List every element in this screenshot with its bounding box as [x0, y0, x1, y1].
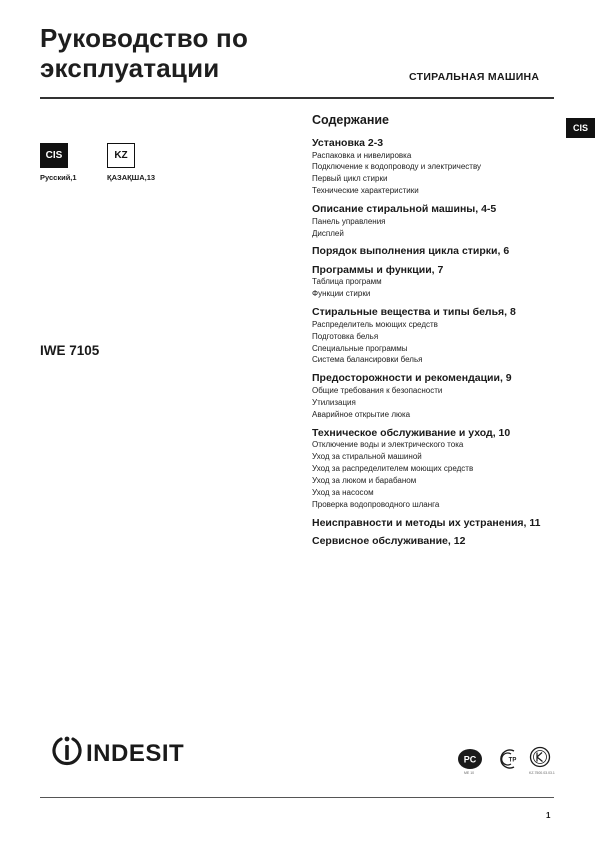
toc-section [312, 535, 562, 548]
toc-subitem: Таблица программ [312, 277, 382, 287]
side-tab-cis: CIS [566, 118, 595, 138]
toc-subitem: Технические характеристики [312, 186, 419, 196]
kz-conformity-caption: KZ.7500.03.03.1 [529, 771, 555, 775]
document-type: СТИРАЛЬНАЯ МАШИНА [409, 71, 540, 83]
toc-section [312, 517, 562, 530]
toc-subitem: Отключение воды и электрического тока [312, 440, 464, 450]
toc-subitem: Панель управления [312, 216, 386, 226]
toc-section [312, 245, 562, 258]
toc-subitem: Уход за люком и барабаном [312, 475, 417, 485]
eac-tr-mark-icon [497, 748, 521, 770]
document-title-line-1: Руководство по [40, 23, 249, 53]
model-number: IWE 7105 [40, 343, 100, 358]
language-code-cis: CIS [40, 143, 68, 168]
toc-subitem: Функции стирки [312, 289, 371, 299]
toc-subitem: Уход за распределителем моющих средств [312, 463, 474, 473]
toc-subitem: Специальные программы [312, 343, 408, 353]
toc-subitem: Подготовка белья [312, 331, 379, 341]
toc-title: Содержание [312, 113, 390, 127]
brand-name: INDESIT [86, 740, 185, 767]
toc-heading: Программы и функции, 7 [312, 263, 444, 276]
toc-subitem: Система балансировки белья [312, 355, 423, 365]
toc-heading: Установка 2-3 [312, 137, 384, 149]
footer-divider [40, 797, 554, 798]
toc-section [312, 372, 562, 420]
toc-subitem: Проверка водопроводного шланга [312, 499, 440, 509]
rostest-mark [457, 748, 483, 775]
toc-heading: Предосторожности и рекомендации, 9 [312, 372, 512, 385]
page-number: 1 [546, 811, 551, 820]
language-label-russian: Русский,1 [40, 173, 77, 182]
language-code-kz: KZ [107, 143, 135, 168]
toc-subitem: Первый цикл стирки [312, 174, 388, 184]
rostest-caption: МЕ 10 [464, 771, 475, 775]
kz-conformity-mark-icon [529, 746, 551, 768]
toc-subitem: Распределитель моющих средств [312, 319, 438, 329]
toc-subitem: Подключение к водопроводу и электричеству [312, 162, 482, 172]
toc-subitem: Уход за стиральной машиной [312, 452, 422, 461]
toc-subitem: Распаковка и нивелировка [312, 150, 412, 160]
toc-subitem: Утилизация [312, 397, 356, 407]
rostest-pct-mark-icon [457, 748, 483, 770]
toc-heading: Неисправности и методы их устранения, 11 [312, 516, 541, 529]
toc-section [312, 264, 562, 300]
toc-section [312, 137, 562, 197]
toc-section [312, 203, 562, 239]
kz-conformity-mark [529, 746, 555, 775]
toc-heading: Техническое обслуживание и уход, 10 [312, 426, 511, 439]
header-divider [40, 97, 554, 99]
svg-text:TP: TP [508, 757, 517, 764]
toc-heading: Порядок выполнения цикла стирки, 6 [312, 245, 510, 258]
toc-subitem: Дисплей [312, 228, 344, 238]
toc-subitem: Аварийное открытие люка [312, 409, 411, 419]
toc-section [312, 427, 562, 511]
eac-mark [497, 748, 521, 775]
svg-text:PC: PC [463, 754, 477, 765]
toc-heading: Стиральные вещества и типы белья, 8 [312, 306, 516, 319]
toc-subitem: Уход за насосом [312, 487, 374, 497]
indesit-logo-icon [52, 735, 82, 767]
table-of-contents [312, 137, 562, 554]
document-title-line-2: эксплуатации [40, 53, 220, 83]
toc-section [312, 306, 562, 366]
toc-heading: Сервисное обслуживание, 12 [312, 535, 466, 548]
toc-heading: Описание стиральной машины, 4-5 [312, 203, 497, 216]
toc-subitem: Общие требования к безопасности [312, 385, 443, 395]
language-label-kazakh: ҚАЗАҚША,13 [107, 173, 156, 182]
